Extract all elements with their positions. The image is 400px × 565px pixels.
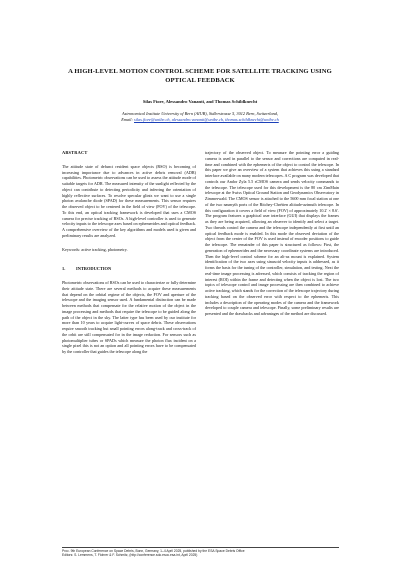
email-label: Email: — [121, 117, 133, 122]
affiliation-block — [30, 111, 370, 123]
keywords: Keywords: active tracking, photometry. — [62, 246, 128, 252]
abstract-text: The attitude state of defunct resident space objects (RSO) is becoming of increasing importance due to advances in active debris removal (ADR) capabilities. Photometric observations can be used to assess the attitude mode of suitable targets for ADR. The measured intensity of the sunlight reflected by the object can contribute to detecting periodicity and inferring the orientation of highly reflective surfaces. To resolve specular glints we want to use a single photon avalanche diode (SPAD) for these measurements. This sensor requires the observed object to be centered in the field of view (FOV) of the telescope. To this end, an optical tracking framework is developed that uses a CMOS camera for precise tracking of RSOs. A high-level controller is used to generate velocity inputs to the telescope axes based on ephemerides and optical feedback. A comprehensive overview of the key algorithms and models used is given and preliminary results are analyzed. — [62, 163, 196, 238]
paper-title — [40, 67, 360, 85]
abstract-heading: ABSTRACT — [62, 150, 88, 155]
author-list: Silas Fiore, Alessandro Vananti, and Thomas Schildknecht — [142, 99, 258, 104]
email-line — [30, 117, 370, 123]
introduction-heading — [62, 266, 196, 272]
email-links[interactable]: silas.fiore@unibe.ch, alessandro.vananti@unibe.ch, thomas.schildknecht@unibe.ch — [134, 117, 279, 122]
section-title: INTRODUCTION — [76, 266, 112, 272]
title-line-1: A HIGH-LEVEL MOTION CONTROL SCHEME FOR SATELLITE TRACKING USING — [68, 68, 332, 75]
affiliation: Astronomical Institute University of Bern (AIUB), Sidlerstrasse 5, 3012 Bern, Switzerland, — [122, 111, 278, 116]
introduction-paragraph-1: Photometric observations of RSOs can be used to characterize or fully determine their attitude state. There are several methods to acquire these measurements that depend on the orbital regime of the objects, the FOV and aperture of the telescope and the imaging sensor used. A fundamental distinction can be made between methods that compensate for the relative motion of the object in the image processing and methods that require the telescope to be guided along the path of the object in the sky. The latter type has been used by our institute for more than 10 years to acquire light-curves of space debris. These observations require smooth tracking but small pointing errors along-track and cross-track of the orbit are still compensated for in the image reduction. For sensors such as photomultiplier tubes or SPADs which measure the photon flux incident on a single pixel this is not an option and all pointing errors have to be compensated by the controller that guides the telescope along the — [62, 280, 196, 354]
title-line-2: OPTICAL FEEDBACK — [165, 77, 235, 84]
footer-note — [62, 549, 352, 558]
section-number: 1. — [62, 266, 66, 272]
footer-divider — [62, 547, 339, 548]
left-column — [62, 150, 196, 470]
footer-line-1: Proc. 9th European Conference on Space Debris, Bonn, Germany, 1–4 April 2025, published by the ESA Space Debris Office — [62, 549, 245, 553]
footer-line-2: Editors: S. Lemmens, T. Flohrer & F. Schmitz, (http://conference.sdo.esoc.esa.int, April 2025) — [62, 553, 198, 558]
right-column — [205, 150, 339, 470]
introduction-paragraph-2: trajectory of the observed object. To measure the pointing error a guiding camera is used in parallel to the sensor and corrections are computed in real-time and combined with the ephemeris of the object to control the telescope. In this paper we give an overview of a system that achieves this using a standard interface available on many modern telescopes. A C program was developed that controls our Andor Zyla 5.5 sCMOS camera and sends velocity commands to the telescope. The telescope used for this development is the 80 cm ZimMain telescope at the Swiss Optical Ground Station and Geodynamics Observatory in Zimmerwald. The CMOS sensor is attached to the 5600 mm focal station at one of the two nasmyth ports of the Ritchey-Chrétien altitude-azimuth telescope. In this configuration it covers a field of view (FOV) of approximately 10.2' × 8.6'. The program features a graphical user interface (GUI) that displays the frames as they are being acquired, allowing an observer to identify and select a target. Two threads control the camera and the telescope independently at first until an optical feedback mode is enabled. In this mode the observed deviation of the object from the center of the FOV is used instead of encoder positions to guide the telescope. The remainder of this paper is structured as follows: First, the generation of ephemerides and the necessary coordinate systems are introduced. Then the high-level control scheme for an alt-az mount is explained. System identification of the two axes using sinusoid velocity inputs is addressed, as it forms the basis for the tuning of the controller, simulation, and testing. Next the real-time image processing is adressed, which consists of tracking the region of interest (ROI) within the frame and detecting when the object is lost. The two topics of telescope control and image processing are then combined to achieve active tracking, which stands for the correction of the telescope trajectory during tracking based on the observed error with respect to the ephemeris. This includes a description of the operating modes of the camera and the framework developed to couple camera and telescope. Finally, some preliminary results are presented and the drawbacks and advantages of the method are discussed. — [205, 150, 339, 316]
